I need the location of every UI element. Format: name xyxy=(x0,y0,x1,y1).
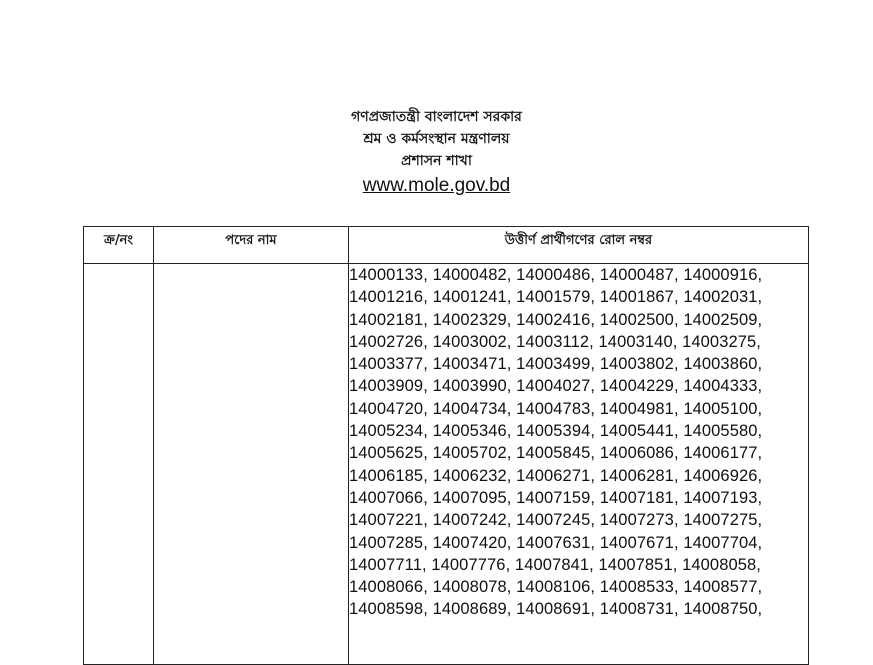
roll-number-line: 14007711, 14007776, 14007841, 14007851, 14008058, xyxy=(349,555,761,574)
table-header-row xyxy=(84,227,809,264)
section-title: প্রশাসন শাখা xyxy=(401,153,472,169)
website-link[interactable]: www.mole.gov.bd xyxy=(362,175,511,196)
roll-number-line: 14002181, 14002329, 14002416, 14002500, 14002509, xyxy=(349,310,763,329)
roll-numbers-column-header: উত্তীর্ণ প্রার্থীগণের রোল নম্বর xyxy=(349,227,809,264)
document-header xyxy=(0,106,873,198)
post-name-cell xyxy=(154,264,349,665)
post-name-column-header: পদের নাম xyxy=(154,227,349,264)
roll-number-line: 14006185, 14006232, 14006271, 14006281, 14006926, xyxy=(349,466,763,485)
ministry-title: শ্রম ও কর্মসংস্থান মন্ত্রণালয় xyxy=(363,131,510,147)
table-row xyxy=(84,264,809,665)
government-title: গণপ্রজাতন্ত্রী বাংলাদেশ সরকার xyxy=(351,109,522,125)
roll-number-line: 14007221, 14007242, 14007245, 14007273, 14007275, xyxy=(349,511,763,530)
roll-number-line: 14008598, 14008689, 14008691, 14008731, 14008750, xyxy=(349,600,763,619)
roll-number-line: 14007285, 14007420, 14007631, 14007671, 14007704, xyxy=(349,533,763,552)
roll-number-line: 14005625, 14005702, 14005845, 14006086, 14006177, xyxy=(349,444,763,463)
roll-number-line: 14008066, 14008078, 14008106, 14008533, 14008577, xyxy=(349,578,763,597)
serial-column-header: ক্র/নং xyxy=(84,227,154,264)
roll-number-table xyxy=(83,226,809,665)
roll-number-line: 14003377, 14003471, 14003499, 14003802, 14003860, xyxy=(349,355,763,374)
roll-number-line: 14001216, 14001241, 14001579, 14001867, 14002031, xyxy=(349,288,763,307)
serial-cell xyxy=(84,264,154,665)
roll-numbers-cell xyxy=(349,264,809,665)
roll-number-line: 14000133, 14000482, 14000486, 14000487, 14000916, xyxy=(349,266,763,284)
roll-number-line: 14005234, 14005346, 14005394, 14005441, 14005580, xyxy=(349,422,763,441)
roll-number-line: 14004720, 14004734, 14004783, 14004981, 14005100, xyxy=(349,399,763,418)
roll-number-line: 14002726, 14003002, 14003112, 14003140, 14003275, xyxy=(349,332,761,351)
roll-number-line: 14007066, 14007095, 14007159, 14007181, 14007193, xyxy=(349,488,763,507)
roll-number-line: 14003909, 14003990, 14004027, 14004229, 14004333, xyxy=(349,377,763,396)
